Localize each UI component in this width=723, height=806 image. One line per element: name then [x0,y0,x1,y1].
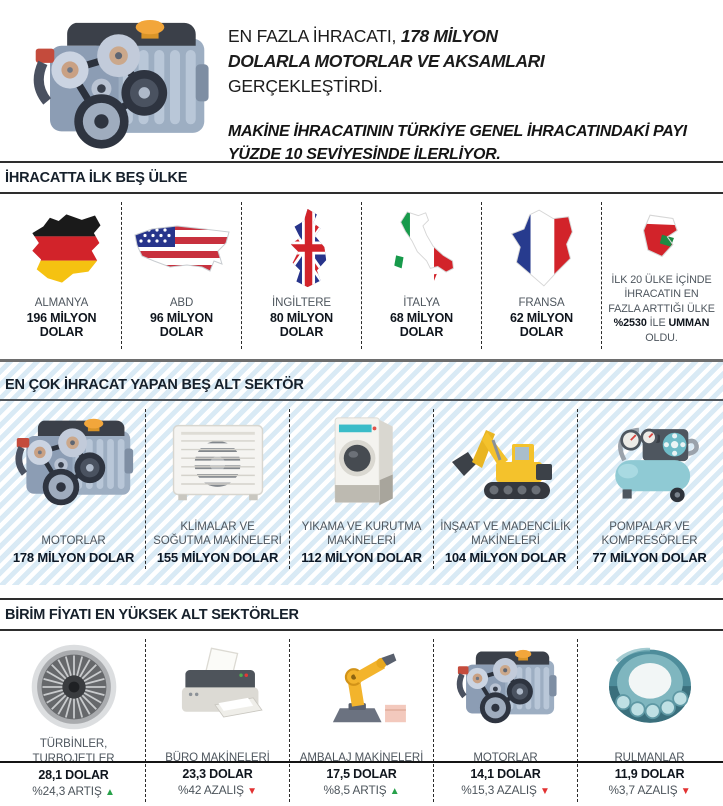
trend-arrow-icon: ▼ [247,786,257,798]
france-map-flag-icon [487,204,596,292]
unit-name: TÜRBİNLER, TURBOJETLER [32,738,115,765]
countries-section-title: İHRACATTA İLK BEŞ ÜLKE [0,161,723,194]
oman-note-country: UMMAN [668,317,710,330]
sector-item-insaat [433,409,577,569]
sector-item-klimalar [145,409,289,569]
country-item-abd [121,202,241,349]
usa-map-flag-icon [127,204,236,292]
unit-item-turbinler [2,639,145,802]
sector-item-pompalar [577,409,721,569]
unit-change [7,784,140,798]
sector-value: 77 MİLYON DOLAR [592,550,707,566]
robot-arm-icon [295,641,428,733]
printer-icon [151,641,284,733]
oman-note-pct: %2530 [613,317,647,330]
unit-item-ambalaj [289,639,433,802]
unit-item-motorlar [433,639,577,802]
oman-note-suffix: OLDU. [645,331,678,344]
compressor-icon [583,411,716,513]
unit-change [439,783,572,797]
country-value: 196 MİLYON DOLAR [26,311,97,339]
sector-value: 112 MİLYON DOLAR [301,550,422,566]
unit-change [151,783,284,797]
unit-change [295,783,428,797]
trend-arrow-icon: ▲ [104,787,115,799]
oman-note-prefix: İLK 20 ÜLKE İÇİNDE İHRACATIN EN FAZLA ARTTIĞI ÜLKE [608,274,715,315]
country-name: İNGİLTERE [272,297,331,309]
intro-text [228,24,712,166]
country-name: ALMANYA [34,297,89,309]
unit-name: AMBALAJ MAKİNELERİ [299,751,424,764]
engine-icon [439,641,572,733]
unit-change [583,783,716,797]
country-value: 80 MİLYON DOLAR [269,311,334,339]
sectors-row [0,401,723,573]
intro-headline [228,24,580,99]
unit-change-text: %3,7 AZALIŞ [608,783,678,798]
unit-value: 23,3 DOLAR [182,767,253,782]
country-note-umman [601,202,721,349]
washing-machine-icon [295,411,428,513]
sector-name: KLİMALAR VE SOĞUTMA MAKİNELERİ [153,520,282,547]
country-name: FRANSA [518,297,565,309]
country-name: İTALYA [403,297,440,309]
countries-row [0,194,723,353]
unit-value: 28,1 DOLAR [38,768,109,783]
unit-name: BÜRO MAKİNELERİ [165,751,270,764]
unit-change-text: %15,3 AZALIŞ [461,783,537,798]
unit-change-text: %8,5 ARTIŞ [323,783,387,798]
unit-name: RULMANLAR [614,751,685,764]
sector-item-yikama [289,409,433,569]
country-item-italya [361,202,481,349]
air-conditioner-icon [151,411,284,513]
engine-icon [7,411,140,513]
unit-value: 11,9 DOLAR [614,767,685,782]
trend-arrow-icon: ▼ [680,786,691,798]
sector-name: YIKAMA VE KURUTMA MAKİNELERİ [301,520,422,547]
trend-arrow-icon: ▲ [389,786,400,798]
intro-headline-prefix: EN FAZLA İHRACATI, [228,26,401,46]
intro-section [0,0,723,161]
italy-map-flag-icon [367,204,476,292]
trend-arrow-icon: ▼ [539,786,550,798]
country-item-fransa [481,202,601,349]
country-item-ingiltere [241,202,361,349]
oman-map-flag-icon [607,206,716,270]
sector-value: 104 MİLYON DOLAR [444,550,567,566]
sectors-section-title: EN ÇOK İHRACAT YAPAN BEŞ ALT SEKTÖR [0,370,723,401]
country-value: 96 MİLYON DOLAR [149,311,214,339]
bearing-icon [583,641,716,733]
country-item-almanya [2,202,121,349]
sector-name: İNŞAAT VE MADENCİLİK MAKİNELERİ [440,520,571,547]
intro-subheadline: MAKİNE İHRACATININ TÜRKİYE GENEL İHRACATINDAKİ PAYI YÜZDE 10 SEVİYESİNDE İLERLİYOR. [228,122,687,163]
excavator-icon [439,411,572,513]
unit-change-text: %42 AZALIŞ [178,783,244,798]
unit-item-buro [145,639,289,802]
unit-price-row [0,631,723,806]
sector-value: 155 MİLYON DOLAR [156,550,279,566]
turbine-icon [7,641,140,733]
unit-value: 17,5 DOLAR [326,767,397,782]
unit-item-rulmanlar [577,639,721,802]
sector-item-motorlar [2,409,145,569]
country-value: 62 MİLYON DOLAR [509,311,574,339]
sector-name: MOTORLAR [41,534,106,547]
intro-headline-bold: 178 MİLYON DOLARLA MOTORLAR VE AKSAMLARI [228,26,545,71]
sectors-section [0,362,723,585]
oman-note-middle: İLE [646,317,669,330]
sector-value: 178 MİLYON DOLAR [12,550,135,566]
sector-name: POMPALAR VE KOMPRESÖRLER [601,520,698,547]
oman-note [607,273,716,345]
unit-name: MOTORLAR [473,751,538,764]
unit-value: 14,1 DOLAR [470,767,541,782]
intro-headline-suffix: GERÇEKLEŞTİRDİ. [228,75,383,96]
uk-map-flag-icon [247,204,356,292]
divider [0,761,723,763]
country-value: 68 MİLYON DOLAR [389,311,454,339]
unit-price-section-title: BİRİM FİYATI EN YÜKSEK ALT SEKTÖRLER [0,598,723,631]
unit-change-text: %24,3 ARTIŞ [32,784,102,799]
country-name: ABD [169,297,194,309]
engine-icon [24,10,216,165]
germany-map-flag-icon [7,204,116,292]
